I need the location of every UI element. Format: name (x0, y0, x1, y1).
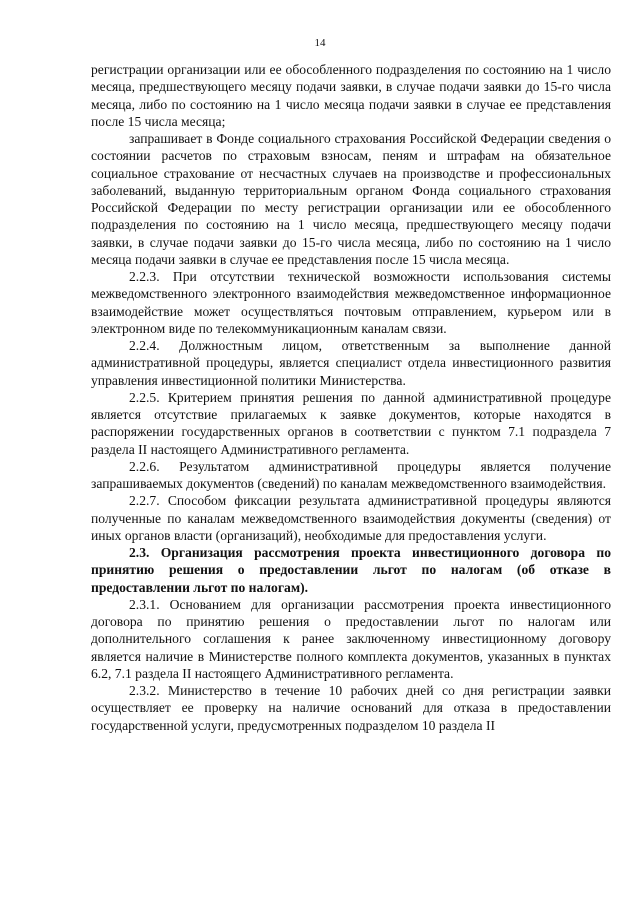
page-number: 14 (314, 37, 326, 49)
document-body (91, 61, 611, 734)
paragraph-2-2-5: 2.2.5. Критерием принятия решения по данной административной процедуре является отсутствие прилагаемых к заявке документов, которые находятся в распоряжении государственных органов в соответствии с пунктом 7.1 подраздела 7 раздела II настоящего Административного регламента. (91, 389, 611, 457)
paragraph-2-2-7: 2.2.7. Способом фиксации результата административной процедуры являются полученные по каналам межведомственного взаимодействия документы (сведения) от иных органов власти (организаций), необходимые для предоставления услуги. (91, 493, 611, 543)
paragraph-2-2-3: 2.2.3. При отсутствии технической возможности использования системы межведомственного электронного взаимодействия межведомственное информационное взаимодействие может осуществляться почтовым отправлением, курьером или в электронном виде по телекоммуникационным каналам связи. (91, 269, 611, 336)
section-heading-2-3: 2.3. Организация рассмотрения проекта инвестиционного договора по принятию решения о предоставлении льгот по налогам (об отказе в предоставлении льгот по налогам). (91, 545, 611, 595)
paragraph-fss-request: запрашивает в Фонде социального страхования Российской Федерации сведения о состоянии расчетов по страховым взносам, пеням и штрафам на обязательное социальное страхование от несчастных случаев на производстве и профессиональных заболеваний, выданную территориальным органом Фонда социального страхования Российской Федерации по месту регистрации организации или ее обособленного подразделения по состоянию на 1 число месяца, предшествующего месяцу подачи заявки, в случае подачи заявки до 15-го числа месяца, либо по состоянию на 1 число месяца подачи заявки в случае ее представления после 15 числа месяца. (91, 131, 611, 267)
paragraph-2-3-1: 2.3.1. Основанием для организации рассмотрения проекта инвестиционного договора по принятию решения о предоставлении льгот по налогам или дополнительного соглашения к ранее заключенному инвестиционному договору является наличие в Министерстве полного комплекта документов, указанных в пунктах 6.2, 7.1 раздела II настоящего Административного регламента. (91, 596, 611, 681)
paragraph-continuation: регистрации организации или ее обособленного подразделения по состоянию на 1 число месяца, предшествующего месяцу подачи заявки, в случае подачи заявки до 15-го числа месяца, либо по состоянию на 1 число месяца подачи заявки в случае ее представления после 15 числа месяца; (91, 62, 611, 129)
paragraph-2-3-2: 2.3.2. Министерство в течение 10 рабочих дней со дня регистрации заявки осуществляет ее проверку на наличие оснований для отказа в предоставлении государственной услуги, предусмотренных подразделом 10 раздела II (91, 683, 611, 733)
paragraph-2-2-6: 2.2.6. Результатом административной процедуры является получение запрашиваемых документов (сведений) по каналам межведомственного взаимодействия. (91, 458, 611, 491)
paragraph-2-2-4: 2.2.4. Должностным лицом, ответственным за выполнение данной административной процедуры, является специалист отдела инвестиционного развития управления инвестиционной политики Министерства. (91, 338, 611, 388)
